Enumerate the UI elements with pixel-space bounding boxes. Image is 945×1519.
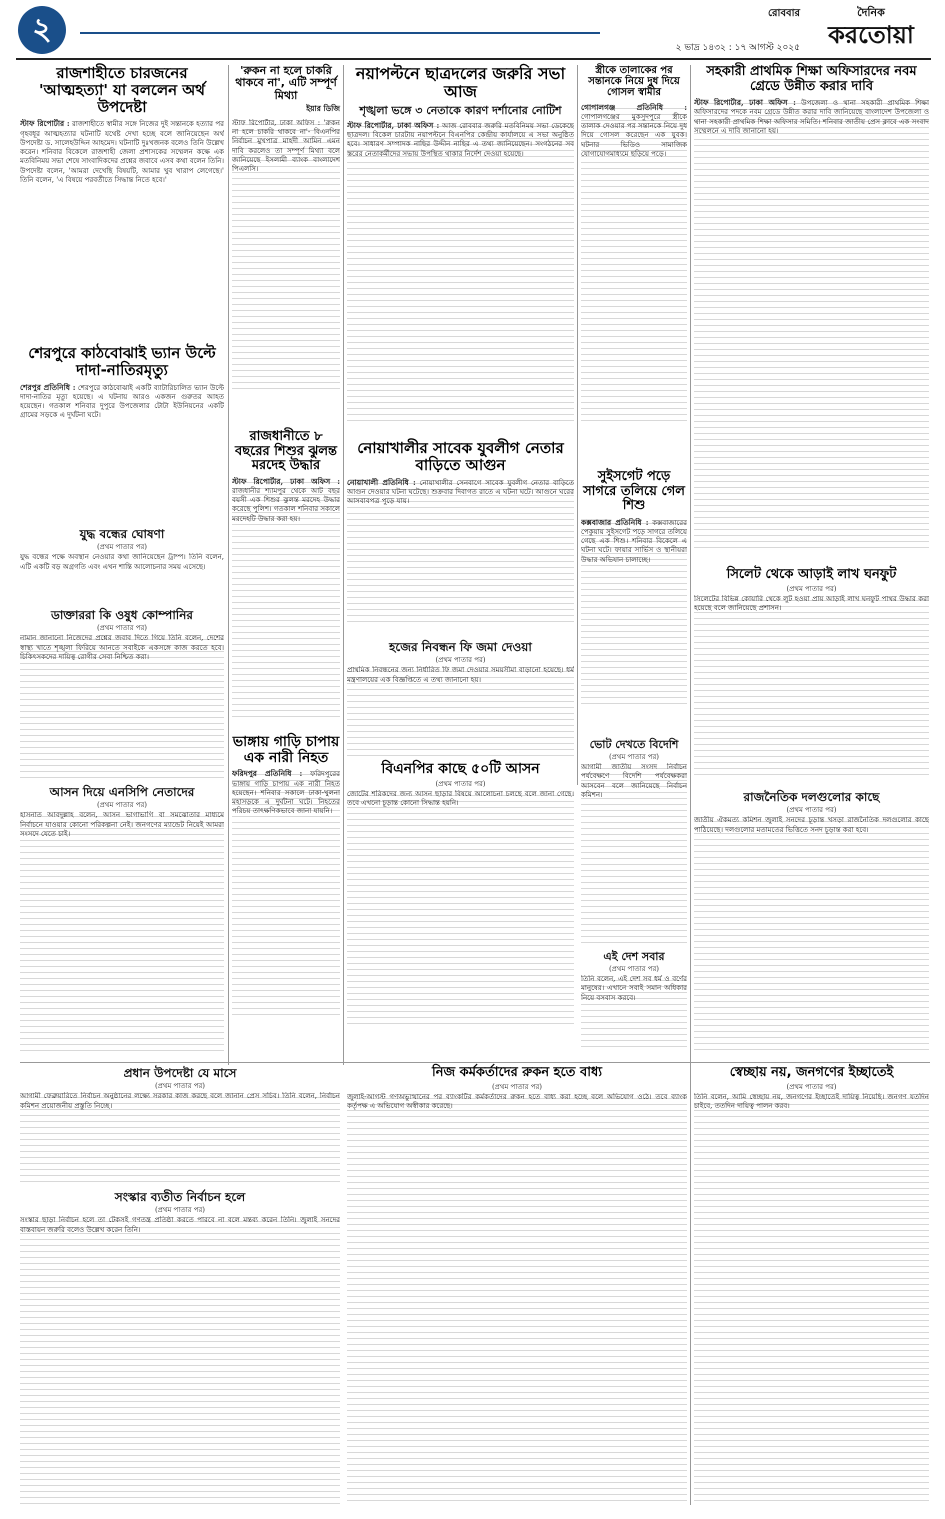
story-d2 (581, 470, 687, 735)
continued-label: (প্রথম পাতার পর) (786, 1082, 837, 1091)
story-d4 (581, 950, 687, 1055)
story-headline[interactable]: রাজধানীতে ৮ বছরের শিশুর ঝুলন্ত মরদেহ উদ্ধার (235, 429, 337, 474)
continued-label: (প্রথম পাতার পর) (786, 584, 837, 593)
story-headline[interactable]: যুদ্ধ বন্ধের ঘোষণা (79, 527, 165, 541)
story-byline: কক্সবাজার প্রতিনিধি : (581, 517, 649, 527)
story-a5 (20, 785, 224, 1057)
story-headline[interactable]: নিজ কর্মকর্তাদের রুকন হতে বাধ্য (431, 1065, 603, 1080)
story-headline[interactable]: রাজশাহীতে চারজনের 'আত্মহত্যা' যা বললেন অর্থ উপদেষ্টা (38, 64, 205, 116)
story-text: রাজধানীর শ্যামপুর থেকে আট বছর বয়সী এক শিশুর ঝুলন্ত মরদেহ উদ্ধার করেছে পুলিশ। গতকাল শনিবার সকালে মরদেহটি উদ্ধার করা হয়। (232, 486, 340, 523)
continued-label: (প্রথম পাতার পর) (154, 1082, 206, 1091)
story-a6 (20, 1066, 340, 1186)
story-text: প্রাথমিক নিবন্ধনের জন্য নির্ধারিত ফি জমা দেওয়ার সময়সীমা বাড়ানো হয়েছে। ধর্ম মন্ত্রণালয়ের এক বিজ্ঞপ্তিতে এ তথ্য জানানো হয়। (347, 666, 574, 756)
story-byline: স্টাফ রিপোর্টার, ঢাকা অফিস : (694, 98, 796, 108)
story-text: জুলাই-আগস্ট গণঅভ্যুত্থানের পর ব্যাংকটির কর্মকর্তাদের রুকন হতে বাধ্য করা হচ্ছে বলে অভিযোগ ওঠে। তবে ব্যাংক কর্তৃপক্ষ এ অভিযোগ অস্বীকার করেছে। (347, 1093, 687, 1503)
story-headline[interactable]: ভোট দেখতে বিদেশি (589, 738, 679, 751)
story-text: আগামী জাতীয় সংসদ নির্বাচন পর্যবেক্ষণে বিদেশি পর্যবেক্ষকরা আসবেন বলে জানিয়েছে নির্বাচন কমিশন। (581, 763, 687, 943)
page-number-badge (18, 6, 66, 54)
story-headline[interactable]: এই দেশ সবার (603, 950, 665, 963)
story-body (232, 477, 340, 717)
story-body (20, 383, 224, 503)
story-c2 (347, 440, 574, 635)
header-bottom-rule (16, 58, 931, 60)
story-headline[interactable]: স্ত্রীকে তালাকের পর সন্তানকে নিয়ে দুধ দিয়ে গোসল স্বামীর (588, 65, 680, 99)
story-text: সিলেটের বিভিন্ন কোয়ারি থেকে লুট হওয়া প্রায় আড়াই লাখ ঘনফুট পাথর উদ্ধার করা হয়েছে বলে জানিয়েছে প্রশাসন। (694, 595, 929, 780)
story-text: ফরিদপুরের ভাঙ্গায় গাড়ি চাপায় এক নারী নিহত হয়েছেন। শনিবার সকালে ঢাকা-খুলনা মহাসড়কে এ দুর্ঘটনা ঘটে। নিহতের পরিচয় তাৎক্ষণিকভাবে জানা যায়নি। (232, 770, 340, 816)
story-text: কক্সবাজারের পেকুয়ায় সুইসগেট পড়ে সাগরে তলিয়ে গেছে এক শিশু। শনিবার বিকেলে এ ঘটনা ঘটে। ফায়ার সার্ভিস ও স্থানীয়রা উদ্ধার অভিযান চালাচ্ছে। (581, 518, 687, 564)
story-body (694, 98, 929, 548)
story-subheadline: শৃঙ্খলা ভঙ্গে ৩ নেতাকে কারণ দর্শানোর নোটিশ (359, 103, 562, 117)
story-byline: স্টাফ রিপোর্টার, ঢাকা অফিস : (232, 476, 340, 486)
day-label: রোববার (768, 8, 800, 19)
story-headline[interactable]: 'রুকন না হলে চাকরি থাকবে না', এটি সম্পূর্ণ মিথ্যা (235, 64, 337, 102)
column-divider (343, 65, 344, 1065)
story-a3 (20, 527, 224, 605)
continued-label: (প্রথম পাতার পর) (96, 801, 148, 810)
story-headline[interactable]: প্রধান উপদেষ্টা যে মাসে (123, 1066, 237, 1080)
story-b3 (232, 735, 340, 1057)
story-byline: স্টাফ রিপোর্টার, ঢাকা অফিস : (347, 121, 440, 130)
section-divider (20, 1062, 930, 1063)
story-text: স্টাফ রিপোর্টার, ঢাকা অফিস : 'রুকন না হলে চাকরি থাকবে না'- বিএনপির নির্বাচন মুখপাত্র মাহদী আমিন এমন দাবি করলেও তা সম্পূর্ণ মিথ্যা বলে জানিয়েছে ইসলামী ব্যাংক বাংলাদেশ পিএলসি। (232, 119, 340, 389)
story-e2 (694, 568, 929, 788)
story-text: নোয়াখালীর সেনবাগে সাবেক যুবলীগ নেতার বাড়িতে আগুন দেওয়ার ঘটনা ঘটেছে। শুক্রবার দিবাগত রাতে এ ঘটনা ঘটে। আগুনে ঘরের আসবাবপত্র পুড়ে যায়। (347, 478, 574, 506)
story-byline: ফরিদপুর প্রতিনিধি : (232, 769, 303, 779)
continued-label: (প্রথম পাতার পর) (96, 624, 148, 633)
story-c1 (347, 65, 574, 435)
masthead-small: দৈনিক (857, 6, 885, 19)
continued-label: (প্রথম পাতার পর) (435, 779, 486, 788)
continued-label: (প্রথম পাতার পর) (491, 1082, 543, 1091)
story-c3 (347, 640, 574, 760)
story-c4 (347, 762, 574, 1034)
story-byline: ইয়ার ডিজি (306, 103, 340, 113)
story-body (347, 478, 574, 626)
page-header (0, 0, 945, 60)
story-d3 (581, 738, 687, 948)
story-text: নামান জানানো নিজেদের প্রশ্নের জবাব দিতে গিয়ে তিনি বলেন, দেশের স্বাস্থ্য খাতে শৃঙ্খলা ফিরিয়ে আনতে সবাইকে একসঙ্গে কাজ করতে হবে। চিকিৎসকদের দায়িত্ব রোগীর সেবা নিশ্চিত করা। (20, 634, 224, 780)
story-body (581, 103, 687, 423)
story-headline[interactable]: নয়াপল্টনে ছাত্রদলের জরুরি সভা আজ (355, 64, 566, 101)
continued-label: (প্রথম পাতার পর) (786, 806, 837, 815)
story-text: আজ রোববার জরুরি মতবিনিময় সভা ডেকেছে ছাত্রদল। বিকেল চারটায় নয়াপল্টনে বিএনপির কেন্দ্রীয় কার্যালয়ে এ সভা অনুষ্ঠিত হবে। সাধারণ সম্পাদক নাছির উদ্দীন নাছির এ তথ্য জানিয়েছেন। সংগঠনের সব স্তরের নেতাকর্মীদের সভায় উপস্থিত থাকার নির্দেশ দেওয়া হয়েছে। (347, 122, 574, 158)
column-divider (577, 65, 578, 785)
story-text: তিনি বলেন, আমি স্বেচ্ছায় নয়, জনগণের ইচ্ছাতেই দায়িত্ব নিয়েছি। জনগণ যতদিন চাইবে, ততদিন দায়িত্ব পালন করব। (694, 1093, 929, 1503)
story-headline[interactable]: বিএনপির কাছে ৫০টি আসন (381, 761, 540, 777)
story-d1 (581, 65, 687, 465)
story-c5 (347, 1066, 687, 1511)
story-headline[interactable]: রাজনৈতিক দলগুলোর কাছে (743, 790, 880, 804)
story-headline[interactable]: সুইসগেট পড়ে সাগরে তলিয়ে গেল শিশু (583, 469, 685, 514)
story-text: উপজেলা ও থানা সহকারী প্রাথমিক শিক্ষা অফিসারদের পদকে নবম গ্রেডে উন্নীত করার দাবি জানিয়েছে বাংলাদেশ উপজেলা ও থানা সহকারী প্রাথমিক শিক্ষা অফিসার সমিতি। শনিবার জাতীয় প্রেস ক্লাবে এক সংবাদ সম্মেলনে এ দাবি জানানো হয়। (694, 99, 929, 135)
story-body (581, 518, 687, 708)
continued-label: (প্রথম পাতার পর) (608, 965, 660, 974)
story-headline[interactable]: সহকারী প্রাথমিক শিক্ষা অফিসারদের নবম গ্রেডে উন্নীত করার দাবি (706, 64, 917, 94)
story-a1 (20, 65, 224, 345)
story-byline: নোয়াখালী প্রতিনিধি : (347, 477, 416, 487)
story-headline[interactable]: সংস্কার ব্যতীত নির্বাচন হলে (114, 1190, 246, 1204)
story-text: সংস্কার ছাড়া নির্বাচন হলে তা টেকসই গণতন্ত্র প্রতিষ্ঠা করতে পারবে না বলে মন্তব্য করেন তিনি। জুলাই সনদের বাস্তবায়ন জরুরি বলেও উল্লেখ করেন তিনি। (20, 1216, 340, 1506)
story-body (20, 119, 224, 333)
story-text: যুদ্ধ বন্ধের পক্ষে অবস্থান নেওয়ার কথা জানিয়েছেন ট্রাম্প। তিনি বলেন, এটি একটি বড় অগ্রগতি এবং এখন শান্তি আলোচনার সময় এসেছে। (20, 553, 224, 571)
story-b1 (232, 65, 340, 425)
story-text: জাতীয় ঐকমত্য কমিশন জুলাই সনদের চূড়ান্ত খসড়া রাজনৈতিক দলগুলোর কাছে পাঠিয়েছে। দলগুলোর মতামতের ভিত্তিতে সনদ চূড়ান্ত করা হবে। (694, 816, 929, 1051)
story-a7 (20, 1190, 340, 1510)
story-headline[interactable]: হজের নিবন্ধন ফি জমা দেওয়া (389, 640, 532, 654)
continued-label: (প্রথম পাতার পর) (154, 1206, 206, 1215)
story-headline[interactable]: সিলেট থেকে আড়াই লাখ ঘনফুট (726, 567, 897, 582)
story-a2 (20, 345, 224, 525)
story-headline[interactable]: আসন দিয়ে এনসিপি নেতাদের (49, 785, 195, 799)
story-headline[interactable]: স্বেচ্ছায় নয়, জনগণের ইচ্ছাতেই (729, 1065, 894, 1080)
story-byline: স্টাফ রিপোর্টার : (20, 119, 70, 129)
masthead-title: করতোয়া (828, 21, 914, 49)
story-headline[interactable]: শেরপুরে কাঠবোঝাই ভ্যান উল্টে দাদা-নাতিরমৃত্যু (28, 344, 216, 379)
story-text: গোপালগঞ্জের মুকসুদপুরে স্ত্রীকে তালাক দেওয়ার পর সন্তানকে নিয়ে দুধ দিয়ে গোসল করেছেন এক যুবক। ঘটনার ভিডিও সামাজিক যোগাযোগমাধ্যমে ছড়িয়ে পড়ে। (581, 112, 687, 158)
story-text: হাসনাত আবদুল্লাহ বলেন, আসন ভাগাভাগি বা সমঝোতার মাধ্যমে নির্বাচনে যাওয়ার কোনো পরিকল্পনা নেই। জনগণের ম্যান্ডেট নিয়েই আমরা সংসদে যেতে চাই। (20, 811, 224, 1053)
story-headline[interactable]: ভাঙ্গায় গাড়ি চাপায় এক নারী নিহত (232, 734, 340, 766)
story-text: তিনি বলেন, এই দেশ সব ধর্ম ও বর্ণের মানুষের। এখানে সবাই সমান অধিকার নিয়ে বসবাস করবে। (581, 975, 687, 1050)
continued-label: (প্রথম পাতার পর) (608, 753, 660, 762)
story-a4 (20, 608, 224, 783)
story-text: রাজশাহীতে স্বামীর সঙ্গে নিজের দুই সন্তানকে হত্যার পর গৃহবধূর আত্মহত্যার ঘটনাটি যথেষ্ট দেখা হচ্ছে বলে জানিয়েছেন অর্থ উপদেষ্টা ড. সালেহউদ্দিন আহমেদ। ঘটনাটি দুঃখজনক বলেও তিনি উল্লেখ করেন। শনিবার বিকেলে রাজশাহী জেলা প্রশাসকের সম্মেলন কক্ষে এক মতবিনিময় সভা শেষে সাংবাদিকদের প্রশ্নের জবাবে এসব কথা বলেন তিনি। উপদেষ্টা বলেন, 'আমরা দেখেছি বিষয়টি, আমার খুব খারাপ লেগেছে।' তিনি বলেন, 'এ বিষয়ে পরবর্তীতে সিদ্ধান্ত নিতে হবে।' (20, 120, 224, 184)
column-divider (228, 65, 229, 1065)
story-e1 (694, 65, 929, 565)
story-body (347, 121, 574, 421)
story-e4 (694, 1066, 929, 1511)
story-body (232, 769, 340, 1017)
page-number: ২ (32, 12, 52, 47)
story-b2 (232, 430, 340, 730)
story-text: শেরপুরে কাঠবোঝাই একটি ব্যাটারিচালিত ভ্যান উল্টে দাদা-নাতির মৃত্যু হয়েছে। এ ঘটনায় আরও একজন গুরুতর আহত হয়েছেন। গতকাল শনিবার দুপুরে উপজেলার টোটা ইউনিয়নের একটি গ্রামের সড়কে এ দুর্ঘটনা ঘটে। (20, 383, 224, 420)
story-e3 (694, 790, 929, 1055)
story-text: জোটের শরিকদের জন্য আসন ছাড়ার বিষয়ে আলোচনা চলছে বলে জানা গেছে। তবে এখনো চূড়ান্ত কোনো সিদ্ধান্ত হয়নি। (347, 790, 574, 1025)
story-headline[interactable]: নোয়াখালীর সাবেক যুবলীগ নেতার বাড়িতে আগুন (357, 439, 564, 474)
story-headline[interactable]: ডাক্তাররা কি ওষুধ কোম্পানির (51, 608, 193, 622)
column-divider (690, 65, 691, 1505)
masthead (805, 4, 937, 50)
date-label: ২ ভাদ্র ১৪৩২ : ১৭ আগস্ট ২০২৫ (675, 43, 800, 53)
continued-label: (প্রথম পাতার পর) (435, 656, 486, 665)
story-byline: গোপালগঞ্জ প্রতিনিধি : (581, 102, 687, 112)
story-text: আগামী ফেব্রুয়ারিতে নির্বাচন অনুষ্ঠানের লক্ষ্যে সরকার কাজ করছে বলে জানান প্রেস সচিব। তিনি বলেন, নির্বাচন কমিশন প্রয়োজনীয় প্রস্তুতি নিচ্ছে। (20, 1092, 340, 1182)
header-rule (80, 32, 600, 34)
story-byline: শেরপুর প্রতিনিধি : (20, 382, 76, 392)
continued-label: (প্রথম পাতার পর) (96, 543, 148, 552)
